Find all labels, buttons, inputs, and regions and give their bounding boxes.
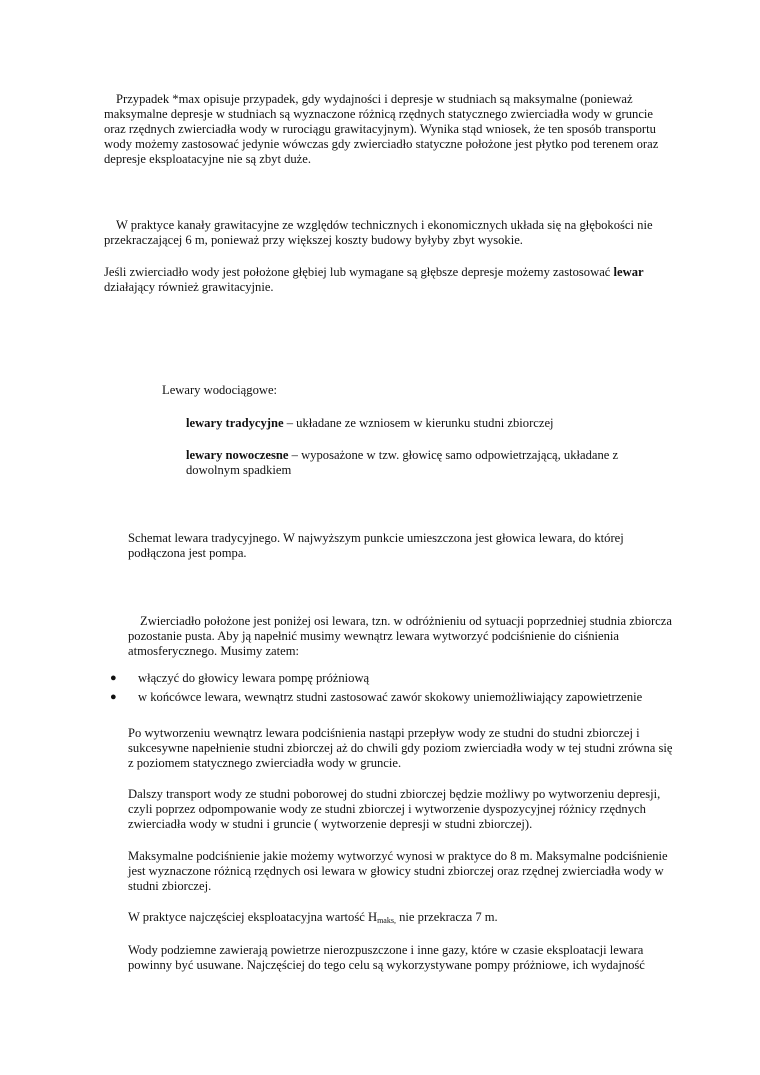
- definition-traditional-siphons: lewary tradycyjne – układane ze wzniosem w kierunku studni zbiorczej: [186, 416, 554, 430]
- term-traditional: lewary tradycyjne: [186, 416, 284, 430]
- paragraph-max-case: Przypadek *max opisuje przypadek, gdy wydajności i depresje w studniach są maksymalne (ponieważ maksymalne depresje w studniach są wyznaczone różnicą rzędnych statycznego zwierciadła wody w gruncie oraz rzędnych zwierciadła wody w rurociągu grawitacyjnym). Wynika stąd wniosek, że ten sposób transportu wody możemy zastosować jedynie wówczas gdy zwierciadło statyczne położone jest płytko pod terenem oraz depresje eksploatacyjne nie są zbyt duże.: [104, 92, 659, 166]
- list-item: ● w końcówce lewara, wewnątrz studni zastosować zawór skokowy uniemożliwiający zapowietrzenie: [110, 690, 643, 704]
- list-item: ● włączyć do głowicy lewara pompę próżniową: [110, 671, 370, 685]
- paragraph-gravity-channels: W praktyce kanały grawitacyjne ze względów technicznych i ekonomicznych układa się na głębokości nie przekraczającej 6 m, ponieważ przy większej koszty budowy byłyby zbyt wysokie.: [104, 218, 653, 247]
- paragraph-further-transport: Dalszy transport wody ze studni poborowej do studni zbiorczej będzie możliwy po wytworzeniu depresji, czyli poprzez odpompowanie wody ze studni zbiorczej i wytworzenie dyspozycyjnej różnicy rzędnych zwierciadła wody w studni i gruncie ( wytworzenie depresji w studni zbiorczej).: [128, 787, 661, 831]
- paragraph-siphon-intro: Jeśli zwierciadło wody jest położone głębiej lub wymagane są głębsze depresje możemy zastosować lewar działający również grawitacyjnie.: [104, 265, 644, 294]
- definition-modern-siphons: lewary nowoczesne – wyposażone w tzw. głowicę samo odpowietrzającą, układane z dowolnym spadkiem: [186, 448, 619, 477]
- paragraph-water-level: Zwierciadło położone jest poniżej osi lewara, tzn. w odróżnieniu od sytuacji poprzedniej studnia zbiorcza pozostanie pusta. Aby ją napełnić musimy wewnątrz lewara wytworzyć podciśnienie do ciśnienia atmosferycznego. Musimy zatem:: [128, 614, 672, 658]
- steps-list: [110, 671, 670, 709]
- paragraph-groundwater-gases: Wody podziemne zawierają powietrze nierozpuszczone i inne gazy, które w czasie eksploatacji lewara powinny być usuwane. Najczęściej do tego celu są wykorzystywane pompy próżniowe, ich wydajność: [128, 943, 645, 972]
- paragraph-hmaks: W praktyce najczęściej eksploatacyjna wartość $H_{maks,}$ nie przekracza 7 m.: [128, 910, 498, 925]
- section-title-lewary: Lewary wodociągowe:: [162, 383, 278, 397]
- paragraph-max-vacuum: Maksymalne podciśnienie jakie możemy wytworzyć wynosi w praktyce do 8 m. Maksymalne podciśnienie jest wyznaczone różnicą rzędnych osi lewara w głowicy studni zbiorczej oraz rzędnej zwierciadła wody w studni zbiorczej.: [128, 849, 668, 893]
- term-lewar: lewar: [613, 265, 644, 279]
- bullet-icon: ●: [110, 691, 117, 703]
- paragraph-flow-start: Po wytworzeniu wewnątrz lewara podciśnienia nastąpi przepływ wody ze studni do studni zbiorczej i sukcesywne napełnienie studni zbiorczej aż do chwili gdy poziom zwierciadła wody w tej studni zrówna się z poziomem statycznego zwierciadła wody w gruncie.: [128, 726, 673, 770]
- bullet-icon: ●: [110, 672, 117, 684]
- term-modern: lewary nowoczesne: [186, 448, 289, 462]
- paragraph-schema-description: Schemat lewara tradycyjnego. W najwyższym punkcie umieszczona jest głowica lewara, do której podłączona jest pompa.: [128, 531, 624, 560]
